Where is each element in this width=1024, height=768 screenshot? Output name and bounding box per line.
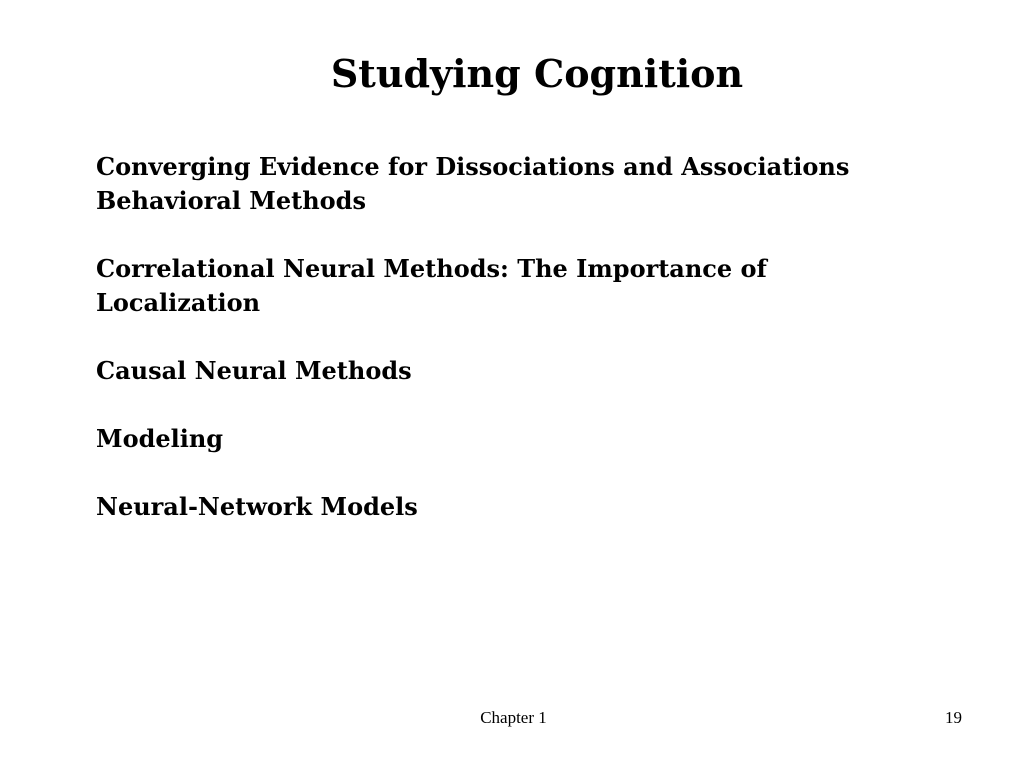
footer-chapter: Chapter 1 [480,708,547,727]
body-line-localization: Localization [96,288,261,317]
body-line-correlational-neural-methods: Correlational Neural Methods: The Importance of [96,254,767,283]
paragraph-gap [96,218,956,252]
paragraph-gap [96,320,956,354]
paragraph-gap [96,388,956,422]
slide-body [96,150,956,524]
body-line-causal-neural-methods: Causal Neural Methods [96,356,412,385]
body-line-neural-network-models: Neural-Network Models [96,492,418,521]
body-line-modeling: Modeling [96,424,224,453]
paragraph-gap [96,456,956,490]
footer-page-number: 19 [945,708,962,727]
body-line-converging-evidence: Converging Evidence for Dissociations and Associations [96,152,850,181]
body-line-behavioral-methods: Behavioral Methods [96,186,366,215]
slide-title: Studying Cognition [330,51,744,96]
